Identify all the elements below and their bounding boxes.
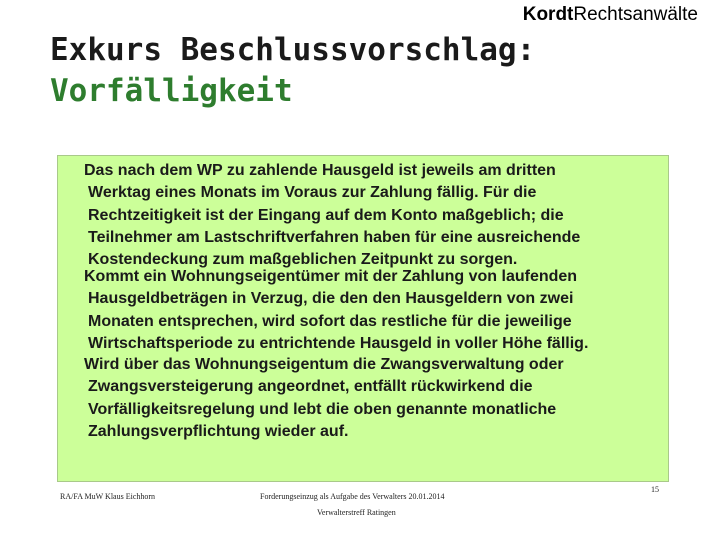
text-line: Zwangsversteigerung angeordnet, entfällt rückwirkend die bbox=[88, 378, 533, 396]
brand-name-bold: Kordt bbox=[522, 4, 574, 25]
text-line: Hausgeldbeträgen in Verzug, die den den Hausgeldern von zwei bbox=[88, 290, 574, 308]
brand-name-regular: Rechtsanwälte bbox=[573, 4, 698, 25]
text-line: Wirtschaftsperiode zu entrichtende Hausgeld in voller Höhe fällig. bbox=[88, 334, 589, 352]
footer-event-title: Forderungseinzug als Aufgabe des Verwalters 20.01.2014 bbox=[260, 492, 445, 501]
paragraph-default bbox=[84, 266, 664, 355]
text-line: Kommt ein Wohnungseigentümer mit der Zahlung von laufenden bbox=[84, 268, 578, 285]
page-number: 15 bbox=[651, 485, 659, 494]
slide-title-line2: Vorfälligkeit bbox=[50, 73, 293, 109]
footer-event-location: Verwalterstreff Ratingen bbox=[317, 508, 396, 517]
text-line: Monaten entsprechen, wird sofort das restliche für die jeweilige bbox=[88, 312, 572, 330]
slide-title-line1: Exkurs Beschlussvorschlag: bbox=[50, 32, 536, 68]
text-line: Werktag eines Monats im Voraus zur Zahlung fällig. Für die bbox=[88, 184, 537, 202]
text-line: Kostendeckung zum maßgeblichen Zeitpunkt zu sorgen. bbox=[88, 251, 518, 269]
paragraph-compulsory-administration bbox=[84, 354, 664, 443]
text-line: Rechtzeitigkeit ist der Eingang auf dem Konto maßgeblich; die bbox=[88, 206, 564, 224]
text-line: Zahlungsverpflichtung wieder auf. bbox=[88, 422, 349, 440]
brand-logo bbox=[523, 4, 698, 26]
paragraph-due-date bbox=[84, 160, 664, 271]
text-line: Teilnehmer am Lastschriftverfahren haben für eine ausreichende bbox=[88, 228, 581, 246]
text-line: Das nach dem WP zu zahlende Hausgeld ist jeweils am dritten bbox=[84, 162, 556, 179]
text-line: Wird über das Wohnungseigentum die Zwangsverwaltung oder bbox=[84, 356, 564, 373]
slide-title bbox=[50, 30, 535, 112]
footer-author: RA/FA MuW Klaus Eichhorn bbox=[60, 492, 156, 501]
text-line: Vorfälligkeitsregelung und lebt die oben genannte monatliche bbox=[88, 400, 557, 418]
